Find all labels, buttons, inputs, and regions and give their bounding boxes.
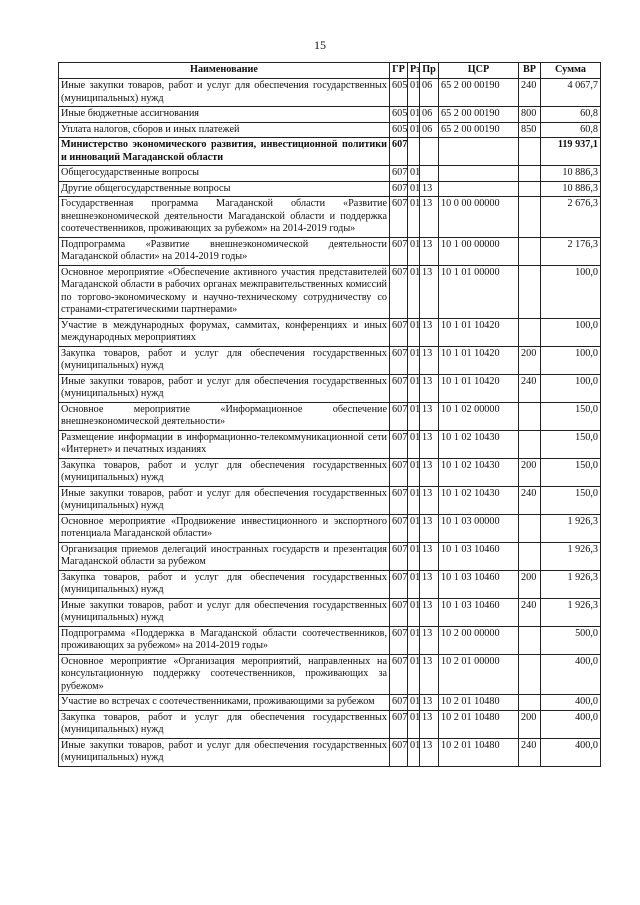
cell-name: Уплата налогов, сборов и иных платежей <box>59 122 390 138</box>
cell-sum: 1 926,3 <box>541 514 601 542</box>
cell-vr <box>519 265 541 318</box>
column-header-sum: Сумма <box>541 63 601 79</box>
cell-csr: 10 1 03 10460 <box>439 598 519 626</box>
cell-sum: 100,0 <box>541 346 601 374</box>
cell-gr: 607 <box>390 458 408 486</box>
cell-vr: 240 <box>519 598 541 626</box>
cell-sum: 1 926,3 <box>541 570 601 598</box>
cell-gr: 607 <box>390 197 408 238</box>
cell-rz: 01 <box>408 237 420 265</box>
cell-sum: 60,8 <box>541 122 601 138</box>
cell-vr <box>519 430 541 458</box>
cell-vr <box>519 197 541 238</box>
cell-name: Основное мероприятие «Продвижение инвестиционного и экспортного потенциала Магаданской области» <box>59 514 390 542</box>
cell-csr: 10 2 01 00000 <box>439 654 519 695</box>
cell-csr: 65 2 00 00190 <box>439 107 519 123</box>
cell-vr: 240 <box>519 374 541 402</box>
cell-csr: 10 2 01 10480 <box>439 695 519 711</box>
table-row <box>59 570 601 598</box>
cell-gr: 607 <box>390 710 408 738</box>
table-row <box>59 654 601 695</box>
cell-sum: 400,0 <box>541 695 601 711</box>
cell-csr: 10 2 01 10480 <box>439 738 519 766</box>
cell-vr <box>519 181 541 197</box>
cell-vr: 200 <box>519 570 541 598</box>
cell-csr: 10 1 02 10430 <box>439 458 519 486</box>
cell-gr: 607 <box>390 542 408 570</box>
column-header-vr: ВР <box>519 63 541 79</box>
cell-rz <box>408 138 420 166</box>
cell-name: Закупка товаров, работ и услуг для обеспечения государственных (муниципальных) нужд <box>59 346 390 374</box>
cell-pr: 13 <box>420 626 439 654</box>
cell-csr: 65 2 00 00190 <box>439 122 519 138</box>
cell-rz: 01 <box>408 738 420 766</box>
cell-gr: 607 <box>390 430 408 458</box>
cell-csr: 10 1 03 00000 <box>439 514 519 542</box>
table-header-row <box>59 63 601 79</box>
cell-sum: 500,0 <box>541 626 601 654</box>
cell-rz: 01 <box>408 122 420 138</box>
cell-pr: 13 <box>420 598 439 626</box>
cell-sum: 100,0 <box>541 318 601 346</box>
cell-rz: 01 <box>408 402 420 430</box>
cell-csr: 10 2 01 10480 <box>439 710 519 738</box>
cell-name: Иные закупки товаров, работ и услуг для обеспечения государственных (муниципальных) нужд <box>59 738 390 766</box>
cell-name: Организация приемов делегаций иностранных государств и презентация Магаданской области за рубежом <box>59 542 390 570</box>
cell-vr: 800 <box>519 107 541 123</box>
cell-rz: 01 <box>408 107 420 123</box>
cell-name: Подпрограмма «Поддержка в Магаданской области соотечественников, проживающих за рубежом» на 2014-2019 годы» <box>59 626 390 654</box>
cell-rz: 01 <box>408 486 420 514</box>
cell-rz: 01 <box>408 197 420 238</box>
cell-vr: 850 <box>519 122 541 138</box>
cell-name: Общегосударственные вопросы <box>59 166 390 182</box>
cell-sum: 2 676,3 <box>541 197 601 238</box>
cell-name: Иные закупки товаров, работ и услуг для обеспечения государственных (муниципальных) нужд <box>59 374 390 402</box>
cell-vr <box>519 626 541 654</box>
cell-pr: 13 <box>420 346 439 374</box>
cell-gr: 607 <box>390 626 408 654</box>
cell-rz: 01 <box>408 79 420 107</box>
cell-name: Основное мероприятие «Организация мероприятий, направленных на консультационную поддержку соотечественников, проживающих за рубежом» <box>59 654 390 695</box>
cell-rz: 01 <box>408 346 420 374</box>
cell-sum: 100,0 <box>541 265 601 318</box>
cell-gr: 607 <box>390 738 408 766</box>
cell-sum: 10 886,3 <box>541 181 601 197</box>
cell-pr: 13 <box>420 542 439 570</box>
cell-csr: 10 1 02 10430 <box>439 486 519 514</box>
cell-pr: 13 <box>420 265 439 318</box>
table-row <box>59 695 601 711</box>
cell-sum: 150,0 <box>541 458 601 486</box>
cell-sum: 400,0 <box>541 710 601 738</box>
cell-vr <box>519 695 541 711</box>
cell-gr: 607 <box>390 695 408 711</box>
cell-gr: 607 <box>390 265 408 318</box>
cell-sum: 1 926,3 <box>541 598 601 626</box>
cell-pr: 13 <box>420 402 439 430</box>
cell-csr <box>439 138 519 166</box>
cell-rz: 01 <box>408 430 420 458</box>
table-row <box>59 107 601 123</box>
table-row <box>59 122 601 138</box>
cell-vr: 240 <box>519 79 541 107</box>
cell-sum: 10 886,3 <box>541 166 601 182</box>
cell-rz: 01 <box>408 695 420 711</box>
table-row <box>59 318 601 346</box>
cell-rz: 01 <box>408 598 420 626</box>
cell-csr: 10 2 00 00000 <box>439 626 519 654</box>
table-row <box>59 598 601 626</box>
cell-vr: 200 <box>519 710 541 738</box>
cell-pr: 13 <box>420 430 439 458</box>
table-row <box>59 710 601 738</box>
cell-csr: 10 0 00 00000 <box>439 197 519 238</box>
cell-sum: 119 937,1 <box>541 138 601 166</box>
cell-pr: 13 <box>420 710 439 738</box>
cell-vr <box>519 237 541 265</box>
cell-vr <box>519 138 541 166</box>
cell-vr: 200 <box>519 458 541 486</box>
table-row <box>59 430 601 458</box>
cell-name: Иные закупки товаров, работ и услуг для обеспечения государственных (муниципальных) нужд <box>59 598 390 626</box>
cell-rz: 01 <box>408 570 420 598</box>
cell-sum: 150,0 <box>541 402 601 430</box>
table-row <box>59 514 601 542</box>
table-row <box>59 138 601 166</box>
table-row <box>59 374 601 402</box>
cell-name: Закупка товаров, работ и услуг для обеспечения государственных (муниципальных) нужд <box>59 570 390 598</box>
cell-sum: 100,0 <box>541 374 601 402</box>
cell-pr: 13 <box>420 654 439 695</box>
cell-csr: 10 1 03 10460 <box>439 570 519 598</box>
column-header-pr: Пр <box>420 63 439 79</box>
cell-vr <box>519 654 541 695</box>
cell-pr: 06 <box>420 107 439 123</box>
table-row <box>59 237 601 265</box>
cell-name: Участие в международных форумах, саммитах, конференциях и иных международных мероприятиях <box>59 318 390 346</box>
table-row <box>59 458 601 486</box>
cell-pr: 13 <box>420 237 439 265</box>
cell-rz: 01 <box>408 166 420 182</box>
cell-vr: 240 <box>519 486 541 514</box>
cell-gr: 607 <box>390 654 408 695</box>
cell-rz: 01 <box>408 542 420 570</box>
cell-csr: 10 1 01 10420 <box>439 318 519 346</box>
cell-vr <box>519 318 541 346</box>
cell-name: Иные бюджетные ассигнования <box>59 107 390 123</box>
cell-gr: 607 <box>390 138 408 166</box>
cell-rz: 01 <box>408 374 420 402</box>
cell-pr: 13 <box>420 181 439 197</box>
cell-name: Министерство экономического развития, инвестиционной политики и инноваций Магаданской области <box>59 138 390 166</box>
page-number: 15 <box>314 38 326 52</box>
cell-name: Закупка товаров, работ и услуг для обеспечения государственных (муниципальных) нужд <box>59 710 390 738</box>
cell-sum: 2 176,3 <box>541 237 601 265</box>
cell-vr <box>519 402 541 430</box>
cell-pr <box>420 166 439 182</box>
table-row <box>59 402 601 430</box>
column-header-rz: Рз <box>408 63 420 79</box>
cell-gr: 607 <box>390 318 408 346</box>
table-row <box>59 738 601 766</box>
cell-pr <box>420 138 439 166</box>
cell-sum: 400,0 <box>541 738 601 766</box>
cell-gr: 607 <box>390 514 408 542</box>
cell-csr: 10 1 01 10420 <box>439 374 519 402</box>
cell-name: Закупка товаров, работ и услуг для обеспечения государственных (муниципальных) нужд <box>59 458 390 486</box>
cell-name: Основное мероприятие «Обеспечение активного участия представителей Магаданской области в рабочих органах межправительственных комиссий по торгово-экономическому и научно-техническому сотрудничеству со странами-стратегическими партнерами» <box>59 265 390 318</box>
cell-vr: 240 <box>519 738 541 766</box>
cell-name: Участие во встречах с соотечественниками, проживающими за рубежом <box>59 695 390 711</box>
cell-csr <box>439 181 519 197</box>
cell-name: Основное мероприятие «Информационное обеспечение внешнеэкономической деятельности» <box>59 402 390 430</box>
cell-rz: 01 <box>408 710 420 738</box>
cell-pr: 13 <box>420 514 439 542</box>
cell-vr <box>519 514 541 542</box>
cell-sum: 150,0 <box>541 486 601 514</box>
cell-csr: 10 1 01 00000 <box>439 265 519 318</box>
cell-rz: 01 <box>408 626 420 654</box>
table-row <box>59 346 601 374</box>
cell-sum: 150,0 <box>541 430 601 458</box>
cell-rz: 01 <box>408 654 420 695</box>
cell-gr: 607 <box>390 598 408 626</box>
table-row <box>59 265 601 318</box>
cell-gr: 607 <box>390 486 408 514</box>
cell-pr: 13 <box>420 570 439 598</box>
column-header-csr: ЦСР <box>439 63 519 79</box>
cell-rz: 01 <box>408 514 420 542</box>
cell-name: Иные закупки товаров, работ и услуг для обеспечения государственных (муниципальных) нужд <box>59 486 390 514</box>
cell-rz: 01 <box>408 181 420 197</box>
cell-gr: 605 <box>390 79 408 107</box>
cell-sum: 4 067,7 <box>541 79 601 107</box>
cell-pr: 13 <box>420 695 439 711</box>
cell-sum: 60,8 <box>541 107 601 123</box>
cell-gr: 607 <box>390 237 408 265</box>
cell-pr: 13 <box>420 318 439 346</box>
cell-vr: 200 <box>519 346 541 374</box>
cell-rz: 01 <box>408 265 420 318</box>
cell-pr: 06 <box>420 122 439 138</box>
table-row <box>59 197 601 238</box>
cell-name: Государственная программа Магаданской области «Развитие внешнеэкономической деятельности Магаданской области и поддержка соотечественников, проживающих за рубежом» на 2014-2019 годы» <box>59 197 390 238</box>
cell-pr: 13 <box>420 486 439 514</box>
cell-name: Размещение информации в информационно-телекоммуникационной сети «Интернет» и печатных изданиях <box>59 430 390 458</box>
table-row <box>59 79 601 107</box>
table-row <box>59 542 601 570</box>
cell-vr <box>519 166 541 182</box>
cell-name: Подпрограмма «Развитие внешнеэкономической деятельности Магаданской области» на 2014-2019 годы» <box>59 237 390 265</box>
cell-gr: 607 <box>390 402 408 430</box>
cell-pr: 13 <box>420 374 439 402</box>
table-row <box>59 626 601 654</box>
cell-name: Иные закупки товаров, работ и услуг для обеспечения государственных (муниципальных) нужд <box>59 79 390 107</box>
cell-vr <box>519 542 541 570</box>
table-row <box>59 181 601 197</box>
cell-pr: 13 <box>420 738 439 766</box>
cell-gr: 605 <box>390 107 408 123</box>
budget-table <box>58 62 601 767</box>
cell-csr: 10 1 01 10420 <box>439 346 519 374</box>
cell-gr: 607 <box>390 346 408 374</box>
cell-gr: 607 <box>390 181 408 197</box>
cell-sum: 1 926,3 <box>541 542 601 570</box>
cell-csr: 10 1 03 10460 <box>439 542 519 570</box>
cell-csr: 65 2 00 00190 <box>439 79 519 107</box>
table-row <box>59 486 601 514</box>
cell-rz: 01 <box>408 458 420 486</box>
cell-rz: 01 <box>408 318 420 346</box>
cell-csr: 10 1 02 00000 <box>439 402 519 430</box>
cell-gr: 607 <box>390 166 408 182</box>
cell-pr: 13 <box>420 458 439 486</box>
cell-sum: 400,0 <box>541 654 601 695</box>
column-header-gr: ГР <box>390 63 408 79</box>
cell-gr: 605 <box>390 122 408 138</box>
cell-pr: 06 <box>420 79 439 107</box>
cell-csr: 10 1 00 00000 <box>439 237 519 265</box>
cell-csr: 10 1 02 10430 <box>439 430 519 458</box>
cell-name: Другие общегосударственные вопросы <box>59 181 390 197</box>
cell-gr: 607 <box>390 570 408 598</box>
cell-pr: 13 <box>420 197 439 238</box>
column-header-name: Наименование <box>59 63 390 79</box>
table-row <box>59 166 601 182</box>
cell-gr: 607 <box>390 374 408 402</box>
cell-csr <box>439 166 519 182</box>
